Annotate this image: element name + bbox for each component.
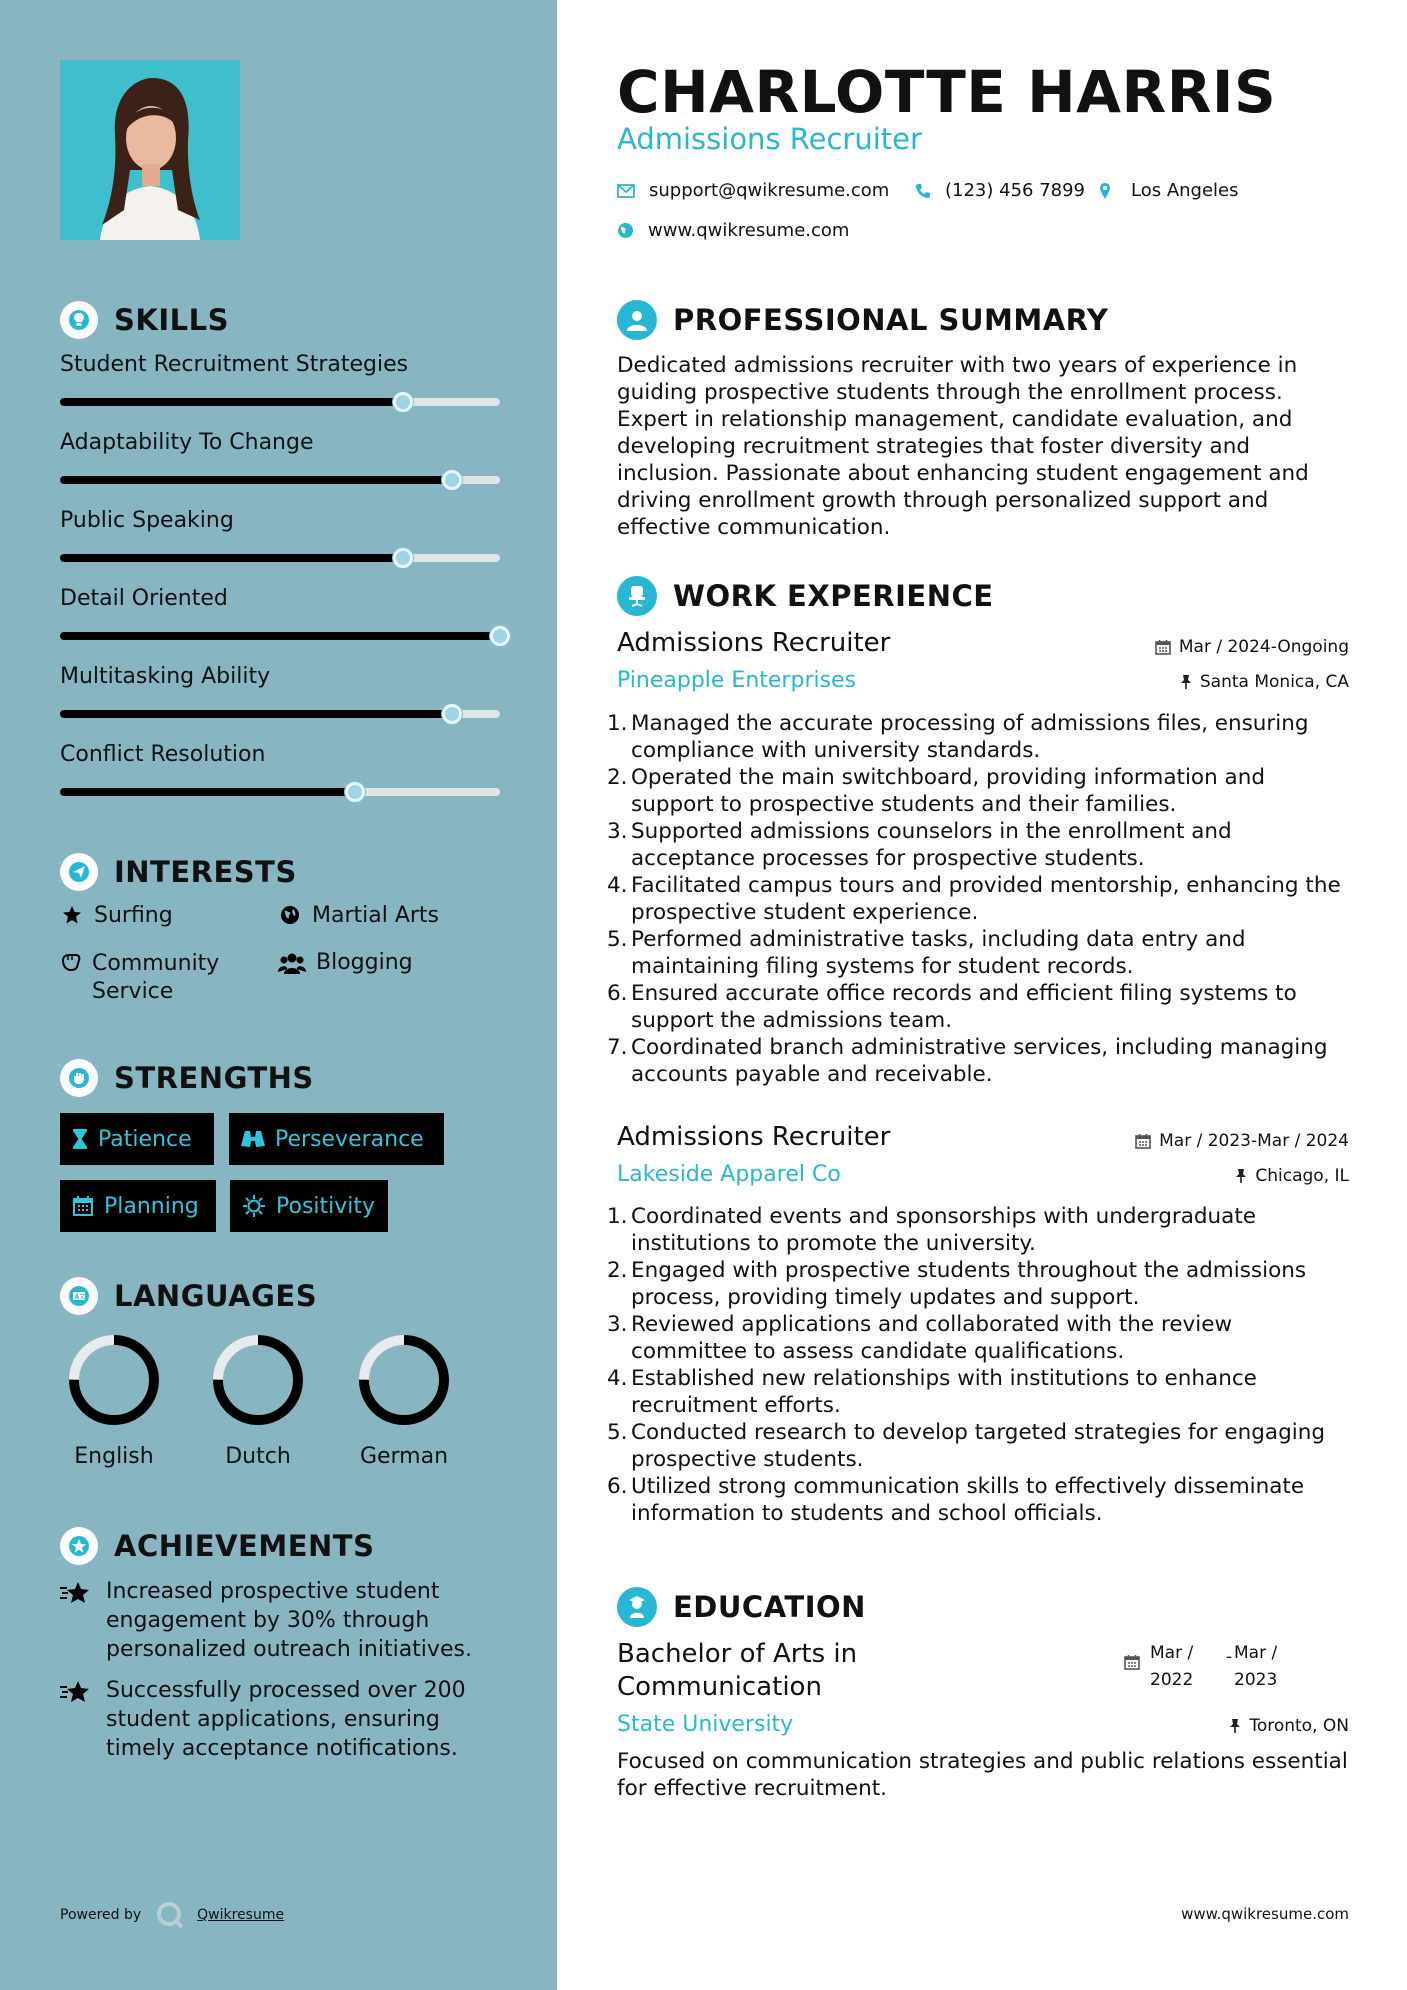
candidate-title: Admissions Recruiter [617, 122, 922, 156]
map-pin-icon [1099, 182, 1111, 200]
language-ring [210, 1332, 306, 1428]
education-title: EDUCATION [673, 1590, 866, 1624]
education-location [1229, 1716, 1349, 1736]
education-header [617, 1587, 866, 1627]
skill-item [60, 586, 500, 616]
sun-icon [242, 1194, 266, 1218]
achievement-item [60, 1577, 490, 1664]
skill-label: Multitasking Ability [60, 664, 271, 689]
job-location [1180, 672, 1349, 692]
summary-header [617, 300, 1108, 340]
job-bullet: 4. Established new relationships with institutions to enhance recruitment efforts. [607, 1366, 1257, 1418]
languages-title: LANGUAGES [114, 1279, 318, 1313]
interest-label: Community Service [92, 951, 220, 1004]
interests-header [60, 852, 510, 892]
binoculars-icon [241, 1129, 265, 1149]
interest-label: Martial Arts [312, 903, 440, 928]
job-title: Admissions Recruiter [617, 628, 891, 658]
globe-icon [617, 222, 634, 239]
job-location [1235, 1166, 1349, 1186]
language-ring [356, 1332, 452, 1428]
calendar-icon [72, 1195, 94, 1217]
hourglass-icon [72, 1128, 88, 1150]
skill-label: Conflict Resolution [60, 742, 266, 767]
skill-label: Public Speaking [60, 508, 234, 533]
job-bullet: 3. Supported admissions counselors in the enrollment and acceptance processes for prospective students. [607, 819, 1232, 871]
strength-tag [60, 1180, 216, 1232]
education-dates [1124, 1640, 1277, 1694]
users-icon [278, 950, 306, 974]
contact-website[interactable] [617, 220, 849, 241]
degree-line: Communication [617, 1672, 822, 1702]
experience-header [617, 576, 994, 616]
education-location-text: Toronto, ON [1249, 1716, 1349, 1736]
location-text: Los Angeles [1131, 180, 1239, 201]
job-location-text: Chicago, IL [1255, 1166, 1349, 1186]
globe-icon [278, 903, 302, 925]
qwikresume-logo-icon [155, 1901, 185, 1929]
strengths-title: STRENGTHS [114, 1061, 314, 1095]
hand-icon [60, 950, 82, 972]
contact-location [1099, 180, 1239, 201]
achievement-text: Successfully processed over 200 student applications, ensuring timely acceptance notifications. [106, 1678, 466, 1761]
strength-label: Perseverance [275, 1126, 424, 1152]
job-dates-text: Mar / 2024-Ongoing [1178, 637, 1349, 657]
candidate-name: CHARLOTTE HARRIS [617, 58, 1277, 126]
pushpin-icon [1180, 674, 1192, 690]
strength-tag [60, 1113, 214, 1165]
job-bullet: 3. Reviewed applications and collaborated with the review committee to assess candidate qualifications. [607, 1312, 1233, 1364]
achievements-title: ACHIEVEMENTS [114, 1529, 375, 1563]
calendar-icon [1124, 1640, 1140, 1694]
skill-label: Detail Oriented [60, 586, 228, 611]
language-item [44, 1332, 184, 1469]
skill-bar [60, 476, 500, 484]
skill-item [60, 508, 500, 538]
summary-text: Dedicated admissions recruiter with two years of experience in guiding prospective students through the enrollment process. Expert in relationship management, candidate evaluation, and developing recruitment strategies that foster diversity and inclusion. Passionate about enhancing student engagement and driving enrollment growth through personalized support and effective communication. [617, 353, 1309, 540]
strength-label: Patience [98, 1126, 192, 1152]
interest-label: Surfing [94, 903, 173, 928]
skill-bar [60, 554, 500, 562]
achievement-item [60, 1676, 490, 1763]
summary-title: PROFESSIONAL SUMMARY [673, 303, 1109, 337]
email-text: support@qwikresume.com [649, 180, 890, 201]
education-description: Focused on communication strategies and public relations essential for effective recruitment. [617, 1749, 1348, 1801]
calendar-icon [1135, 1133, 1151, 1149]
job-location-text: Santa Monica, CA [1199, 672, 1349, 692]
skills-header [60, 300, 510, 340]
user-icon [617, 300, 657, 340]
skill-item [60, 742, 500, 772]
powered-by [60, 1901, 284, 1929]
job-bullets [607, 710, 1349, 1088]
interest-item [60, 950, 250, 1006]
achievements-header [60, 1526, 510, 1566]
school-name: State University [617, 1712, 794, 1737]
skill-label: Student Recruitment Strategies [60, 352, 409, 377]
job-dates [1135, 1131, 1349, 1151]
phone-text: (123) 456 7899 [945, 180, 1086, 201]
language-label: German [359, 1444, 449, 1469]
skill-bar [60, 398, 500, 406]
job-bullets [607, 1203, 1349, 1527]
skill-bar [60, 788, 500, 796]
language-icon [60, 1277, 98, 1315]
interest-item [278, 903, 439, 928]
job-bullet: 6. Ensured accurate office records and efficient filing systems to support the admissions team. [607, 981, 1297, 1033]
skill-label: Adaptability To Change [60, 430, 314, 455]
job-title: Admissions Recruiter [617, 1122, 891, 1152]
powered-by-label: Powered by [60, 1907, 142, 1923]
star-burst-icon [60, 1577, 94, 1664]
language-item [188, 1332, 328, 1469]
interests-title: INTERESTS [114, 855, 297, 889]
phone-icon [915, 183, 931, 199]
interest-item [278, 950, 413, 975]
job-bullet: 5. Performed administrative tasks, including data entry and maintaining filing systems for student records. [607, 927, 1246, 979]
pushpin-icon [1229, 1718, 1241, 1734]
experience-title: WORK EXPERIENCE [673, 579, 994, 613]
strengths-header [60, 1058, 510, 1098]
language-ring [66, 1332, 162, 1428]
skill-item [60, 352, 500, 382]
award-star-icon [60, 1527, 98, 1565]
job-bullet: 5. Conducted research to develop targeted strategies for engaging prospective students. [607, 1420, 1325, 1472]
achievements-section [60, 1526, 510, 1566]
sidebar [0, 0, 557, 1990]
languages-header [60, 1276, 510, 1316]
job-company: Lakeside Apparel Co [617, 1162, 841, 1187]
strengths-section [60, 1058, 510, 1098]
strength-label: Planning [104, 1193, 199, 1219]
degree-line: Bachelor of Arts in [617, 1639, 858, 1669]
skill-item [60, 430, 500, 460]
chair-icon [617, 576, 657, 616]
pushpin-icon [1235, 1168, 1247, 1184]
website-text: www.qwikresume.com [648, 220, 850, 241]
svg-text:A文: A文 [74, 1293, 86, 1301]
language-label: Dutch [225, 1444, 291, 1469]
main-content [607, 0, 1349, 1990]
graduate-icon [617, 1587, 657, 1627]
job-company: Pineapple Enterprises [617, 668, 857, 693]
language-item [334, 1332, 474, 1469]
language-label: English [74, 1444, 154, 1469]
job-bullet: 2. Engaged with prospective students throughout the admissions process, providing timely updates and support. [607, 1258, 1307, 1310]
job-bullet: 1. Coordinated events and sponsorships with undergraduate institutions to promote the university. [607, 1204, 1257, 1256]
job-bullet: 2. Operated the main switchboard, providing information and support to prospective students and their families. [607, 765, 1265, 817]
skill-item [60, 664, 500, 694]
job-bullet: 4. Facilitated campus tours and provided mentorship, enhancing the prospective student experience. [607, 873, 1341, 925]
lightbulb-icon [60, 301, 98, 339]
skills-section [60, 300, 510, 340]
interest-item [60, 903, 173, 928]
skills-title: SKILLS [114, 303, 229, 337]
job-bullet: 7. Coordinated branch administrative services, including managing accounts payable and receivable. [607, 1035, 1328, 1087]
contact-email[interactable] [617, 180, 889, 201]
date-separator: - [1226, 1647, 1233, 1667]
paper-plane-icon [60, 853, 98, 891]
interest-label: Blogging [316, 950, 413, 975]
job-dates-text: Mar / 2023-Mar / 2024 [1159, 1131, 1349, 1151]
job-dates [1155, 637, 1349, 657]
interests-section [60, 852, 510, 892]
strength-tag [229, 1113, 444, 1165]
edu-end: Mar / 2023 [1234, 1643, 1278, 1690]
job-bullet: 1. Managed the accurate processing of admissions files, ensuring compliance with university standards. [607, 711, 1309, 763]
edu-start: Mar / 2022 [1150, 1643, 1194, 1690]
achievement-text: Increased prospective student engagement by 30% through personalized outreach initiatives. [106, 1579, 472, 1662]
star-icon [60, 903, 84, 925]
profile-photo [60, 60, 240, 240]
skill-bar [60, 632, 500, 640]
fist-icon [60, 1059, 98, 1097]
star-burst-icon [60, 1676, 94, 1763]
job-bullet: 6. Utilized strong communication skills to effectively disseminate information to students and school officials. [607, 1474, 1305, 1526]
skill-bar [60, 710, 500, 718]
degree-title [617, 1638, 857, 1704]
strength-label: Positivity [276, 1193, 376, 1219]
footer-url[interactable]: www.qwikresume.com [1181, 1905, 1349, 1923]
envelope-icon [617, 184, 635, 198]
strength-tag [230, 1180, 388, 1232]
qwikresume-link[interactable]: Qwikresume [197, 1907, 285, 1923]
languages-section [60, 1276, 510, 1316]
contact-phone[interactable] [915, 180, 1085, 201]
calendar-icon [1155, 639, 1171, 655]
